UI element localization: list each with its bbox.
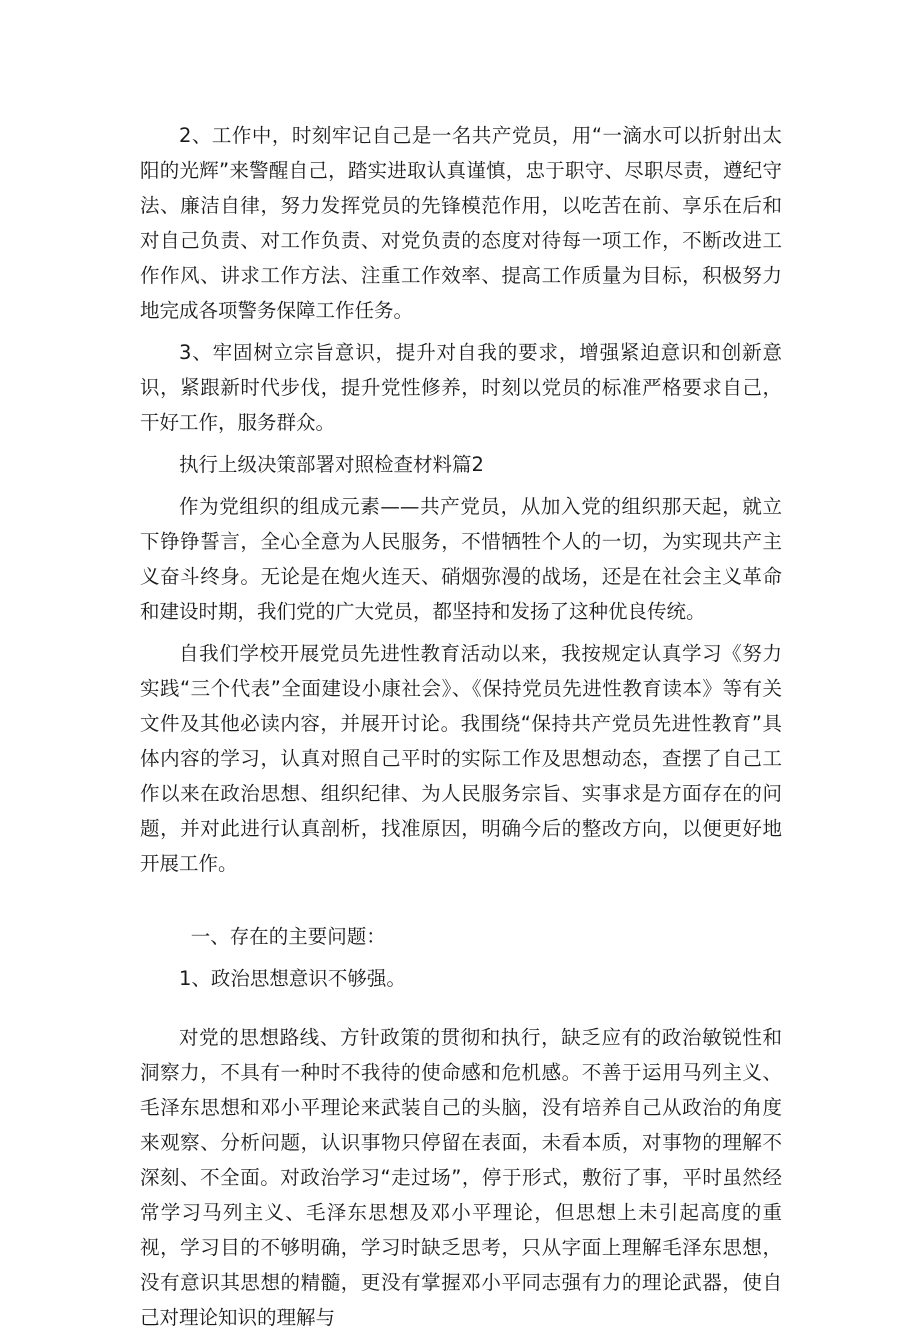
paragraph-party-member-intro: 作为党组织的组成元素——共产党员，从加入党的组织那天起，就立下铮铮誓言，全心全意为人民服务，不惜牺牲个人的一切，为实现共产主义奋斗终身。无论是在炮火连天、硝烟弥漫的战场，还是在社会主义革命和建设时期，我们党的广大党员，都坚持和发扬了这种优良传统。 [140,495,782,623]
paragraph-work-attitude: 2、工作中，时刻牢记自己是一名共产党员，用“一滴水可以折射出太阳的光辉”来警醒自己，踏实进取认真谨慎，忠于职守、尽职尽责，遵纪守法、廉洁自律，努力发挥党员的先锋模范作用，以吃苦在前、享乐在后和对自己负责、对工作负责、对党负责的态度对待每一项工作，不断改进工作作风、讲求工作方法、注重工作效率、提高工作质量为目标，积极努力地完成各项警务保障工作任务。 [140,124,782,322]
paragraph-study-activity: 自我们学校开展党员先进性教育活动以来，我按规定认真学习《努力实践“三个代表”全面建设小康社会》、《保持党员先进性教育读本》等有关文件及其他必读内容，并展开讨论。我围绕“保持共产党员先进性教育”具体内容的学习，认真对照自己平时的实际工作及思想动态，查摆了自己工作以来在政治思想、组织纪律、为人民服务宗旨、实事求是方面存在的问题，并对此进行认真剖析，找准原因，明确今后的整改方向，以便更好地开展工作。 [140,642,782,875]
paragraph-political-awareness-detail: 对党的思想路线、方针政策的贯彻和执行，缺乏应有的政治敏锐性和洞察力，不具有一种时不我待的使命感和危机感。不善于运用马列主义、毛泽东思想和邓小平理论来武装自己的头脑，没有培养自己从政治的角度来观察、分析问题，认识事物只停留在表面，未看本质，对事物的理解不深刻、不全面。对政治学习“走过场”，停于形式，敷衍了事，平时虽然经常学习马列主义、毛泽东思想及邓小平理论，但思想上未引起高度的重视，学习目的不够明确，学习时缺乏思考，只从字面上理解毛泽东思想，没有意识其思想的精髓，更没有掌握邓小平同志强有力的理论武器，使自己对理论知识的理解与 [140,1026,782,1329]
paragraph-purpose-awareness: 3、牢固树立宗旨意识，提升对自我的要求，增强紧迫意识和创新意识，紧跟新时代步伐，提升党性修养，时刻以党员的标准严格要求自己，干好工作，服务群众。 [140,341,782,434]
article-subtitle: 执行上级决策部署对照检查材料篇2 [179,453,484,476]
section-heading-main-problems: 一、存在的主要问题： [190,925,386,948]
document-body [140,118,782,1342]
point-heading-political-awareness: 1、政治思想意识不够强。 [179,967,406,990]
